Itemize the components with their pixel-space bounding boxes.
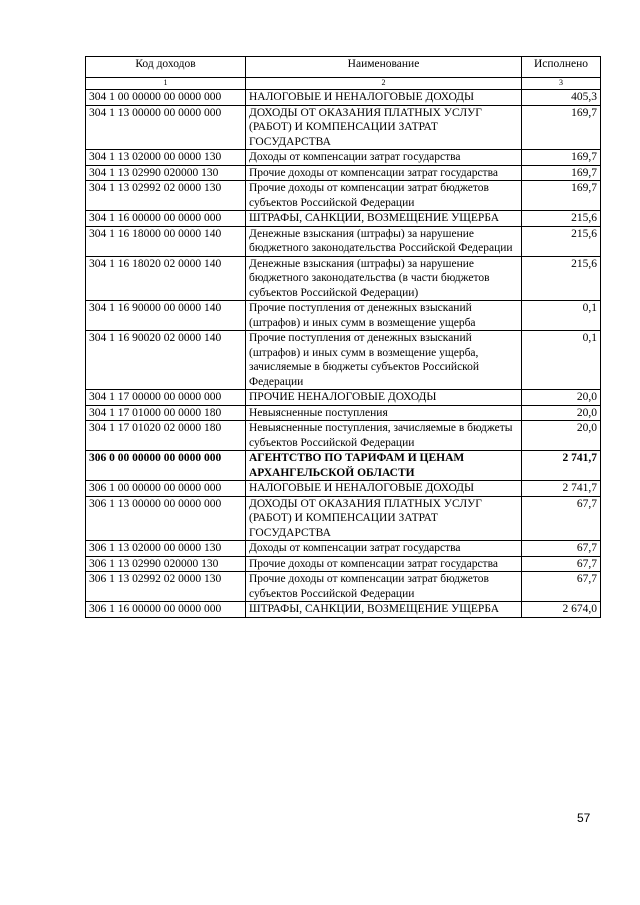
executed-amount-cell: 20,0 bbox=[522, 390, 601, 406]
income-code-cell: 304 1 00 00000 00 0000 000 bbox=[86, 90, 246, 106]
income-name-cell: Денежные взыскания (штрафы) за нарушение бюджетного законодательства Российской Федерации bbox=[246, 226, 522, 256]
income-code-cell: 304 1 13 02992 02 0000 130 bbox=[86, 181, 246, 211]
table-row bbox=[86, 541, 601, 557]
executed-amount-cell: 215,6 bbox=[522, 226, 601, 256]
income-code-cell: 304 1 13 02990 020000 130 bbox=[86, 165, 246, 181]
page-number: 57 bbox=[577, 811, 591, 825]
executed-amount-cell: 215,6 bbox=[522, 256, 601, 301]
income-code-cell: 306 0 00 00000 00 0000 000 bbox=[86, 451, 246, 481]
income-name-cell: ШТРАФЫ, САНКЦИИ, ВОЗМЕЩЕНИЕ УЩЕРБА bbox=[246, 602, 522, 618]
executed-amount-cell: 169,7 bbox=[522, 105, 601, 150]
header-code: Код доходов bbox=[86, 57, 246, 78]
income-name-cell: Невыясненные поступления bbox=[246, 405, 522, 421]
income-code-cell: 304 1 17 01000 00 0000 180 bbox=[86, 405, 246, 421]
table-row bbox=[86, 390, 601, 406]
income-name-cell: Прочие доходы от компенсации затрат государства bbox=[246, 165, 522, 181]
table-row bbox=[86, 90, 601, 106]
executed-amount-cell: 67,7 bbox=[522, 541, 601, 557]
income-name-cell: Невыясненные поступления, зачисляемые в бюджеты субъектов Российской Федерации bbox=[246, 421, 522, 451]
table-row bbox=[86, 421, 601, 451]
income-code-cell: 304 1 16 90020 02 0000 140 bbox=[86, 331, 246, 390]
income-name-cell: ДОХОДЫ ОТ ОКАЗАНИЯ ПЛАТНЫХ УСЛУГ (РАБОТ) И КОМПЕНСАЦИИ ЗАТРАТ ГОСУДАРСТВА bbox=[246, 105, 522, 150]
income-name-cell: Прочие поступления от денежных взысканий (штрафов) и иных сумм в возмещение ущерба bbox=[246, 301, 522, 331]
table-row bbox=[86, 301, 601, 331]
income-code-cell: 306 1 13 00000 00 0000 000 bbox=[86, 496, 246, 541]
income-code-cell: 304 1 17 00000 00 0000 000 bbox=[86, 390, 246, 406]
table-row bbox=[86, 602, 601, 618]
income-code-cell: 304 1 16 18000 00 0000 140 bbox=[86, 226, 246, 256]
executed-amount-cell: 405,3 bbox=[522, 90, 601, 106]
income-code-cell: 304 1 17 01020 02 0000 180 bbox=[86, 421, 246, 451]
table-row bbox=[86, 165, 601, 181]
income-code-cell: 306 1 16 00000 00 0000 000 bbox=[86, 602, 246, 618]
income-code-cell: 304 1 16 90000 00 0000 140 bbox=[86, 301, 246, 331]
income-name-cell: Прочие доходы от компенсации затрат государства bbox=[246, 556, 522, 572]
column-number: 1 bbox=[86, 78, 246, 90]
income-name-cell: НАЛОГОВЫЕ И НЕНАЛОГОВЫЕ ДОХОДЫ bbox=[246, 481, 522, 497]
header-row bbox=[86, 57, 601, 78]
executed-amount-cell: 67,7 bbox=[522, 572, 601, 602]
income-code-cell: 306 1 13 02000 00 0000 130 bbox=[86, 541, 246, 557]
income-name-cell: Доходы от компенсации затрат государства bbox=[246, 541, 522, 557]
executed-amount-cell: 67,7 bbox=[522, 496, 601, 541]
income-name-cell: Доходы от компенсации затрат государства bbox=[246, 150, 522, 166]
income-code-cell: 306 1 00 00000 00 0000 000 bbox=[86, 481, 246, 497]
income-name-cell: ПРОЧИЕ НЕНАЛОГОВЫЕ ДОХОДЫ bbox=[246, 390, 522, 406]
executed-amount-cell: 20,0 bbox=[522, 421, 601, 451]
table-row bbox=[86, 331, 601, 390]
table-row bbox=[86, 556, 601, 572]
revenue-table bbox=[85, 56, 601, 618]
income-name-cell: Прочие доходы от компенсации затрат бюджетов субъектов Российской Федерации bbox=[246, 181, 522, 211]
income-name-cell: НАЛОГОВЫЕ И НЕНАЛОГОВЫЕ ДОХОДЫ bbox=[246, 90, 522, 106]
executed-amount-cell: 20,0 bbox=[522, 405, 601, 421]
income-code-cell: 304 1 13 02000 00 0000 130 bbox=[86, 150, 246, 166]
column-number: 3 bbox=[522, 78, 601, 90]
executed-amount-cell: 2 741,7 bbox=[522, 451, 601, 481]
table-row bbox=[86, 256, 601, 301]
header-amount: Исполнено bbox=[522, 57, 601, 78]
income-code-cell: 304 1 16 00000 00 0000 000 bbox=[86, 211, 246, 227]
executed-amount-cell: 0,1 bbox=[522, 331, 601, 390]
executed-amount-cell: 67,7 bbox=[522, 556, 601, 572]
executed-amount-cell: 2 674,0 bbox=[522, 602, 601, 618]
income-code-cell: 304 1 16 18020 02 0000 140 bbox=[86, 256, 246, 301]
table-row bbox=[86, 181, 601, 211]
table-row bbox=[86, 211, 601, 227]
executed-amount-cell: 169,7 bbox=[522, 165, 601, 181]
table-row bbox=[86, 150, 601, 166]
table-row bbox=[86, 105, 601, 150]
executed-amount-cell: 215,6 bbox=[522, 211, 601, 227]
table-row bbox=[86, 226, 601, 256]
income-name-cell: Прочие поступления от денежных взысканий (штрафов) и иных сумм в возмещение ущерба, зачисляемые в бюджеты субъектов Российской Федерации bbox=[246, 331, 522, 390]
income-code-cell: 306 1 13 02990 020000 130 bbox=[86, 556, 246, 572]
income-name-cell: ШТРАФЫ, САНКЦИИ, ВОЗМЕЩЕНИЕ УЩЕРБА bbox=[246, 211, 522, 227]
table-row bbox=[86, 405, 601, 421]
header-name: Наименование bbox=[246, 57, 522, 78]
column-number-row bbox=[86, 78, 601, 90]
income-name-cell: АГЕНТСТВО ПО ТАРИФАМ И ЦЕНАМ АРХАНГЕЛЬСКОЙ ОБЛАСТИ bbox=[246, 451, 522, 481]
table-row bbox=[86, 572, 601, 602]
table-row bbox=[86, 481, 601, 497]
income-name-cell: Денежные взыскания (штрафы) за нарушение бюджетного законодательства (в части бюджетов субъектов Российской Федерации) bbox=[246, 256, 522, 301]
executed-amount-cell: 0,1 bbox=[522, 301, 601, 331]
income-code-cell: 304 1 13 00000 00 0000 000 bbox=[86, 105, 246, 150]
table-row bbox=[86, 451, 601, 481]
executed-amount-cell: 169,7 bbox=[522, 181, 601, 211]
income-code-cell: 306 1 13 02992 02 0000 130 bbox=[86, 572, 246, 602]
executed-amount-cell: 169,7 bbox=[522, 150, 601, 166]
table-body bbox=[86, 90, 601, 618]
income-name-cell: Прочие доходы от компенсации затрат бюджетов субъектов Российской Федерации bbox=[246, 572, 522, 602]
table-row bbox=[86, 496, 601, 541]
column-number: 2 bbox=[246, 78, 522, 90]
income-name-cell: ДОХОДЫ ОТ ОКАЗАНИЯ ПЛАТНЫХ УСЛУГ (РАБОТ) И КОМПЕНСАЦИИ ЗАТРАТ ГОСУДАРСТВА bbox=[246, 496, 522, 541]
executed-amount-cell: 2 741,7 bbox=[522, 481, 601, 497]
